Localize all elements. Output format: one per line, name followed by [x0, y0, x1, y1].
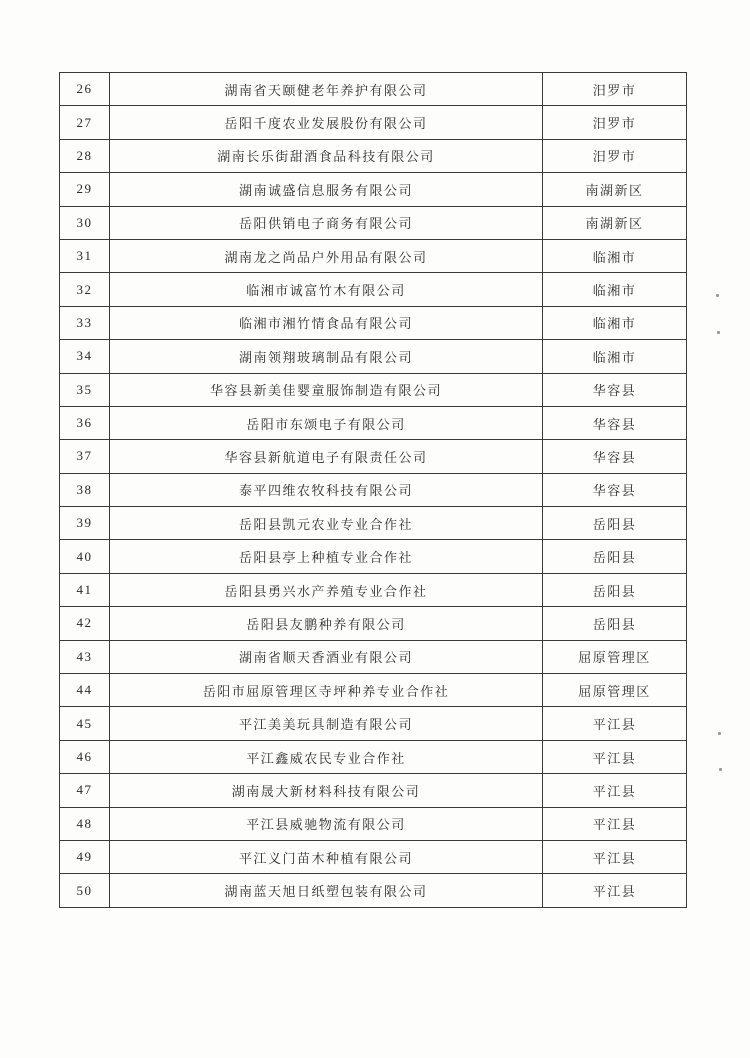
region-name: 临湘市	[543, 340, 687, 373]
row-number: 32	[60, 273, 110, 306]
table-row	[60, 740, 687, 773]
region-name: 汨罗市	[543, 139, 687, 172]
row-number: 33	[60, 306, 110, 339]
company-name: 平江鑫威农民专业合作社	[110, 740, 543, 773]
row-number: 43	[60, 640, 110, 673]
company-name: 岳阳县亭上种植专业合作社	[110, 540, 543, 573]
company-name: 临湘市诚富竹木有限公司	[110, 273, 543, 306]
table-row	[60, 507, 687, 540]
region-name: 屈原管理区	[543, 640, 687, 673]
region-name: 平江县	[543, 874, 687, 907]
region-name: 屈原管理区	[543, 674, 687, 707]
row-number: 34	[60, 340, 110, 373]
region-name: 汨罗市	[543, 73, 687, 106]
table-row	[60, 306, 687, 339]
table-row	[60, 707, 687, 740]
table-row	[60, 273, 687, 306]
row-number: 41	[60, 573, 110, 606]
region-name: 平江县	[543, 807, 687, 840]
row-number: 46	[60, 740, 110, 773]
row-number: 45	[60, 707, 110, 740]
table-row	[60, 573, 687, 606]
row-number: 42	[60, 607, 110, 640]
scan-speck	[717, 331, 720, 334]
company-name: 平江县威驰物流有限公司	[110, 807, 543, 840]
region-name: 临湘市	[543, 273, 687, 306]
table-row	[60, 173, 687, 206]
row-number: 35	[60, 373, 110, 406]
company-name: 泰平四维农牧科技有限公司	[110, 473, 543, 506]
company-name: 湖南省天颐健老年养护有限公司	[110, 73, 543, 106]
scan-speck	[718, 732, 721, 735]
region-name: 南湖新区	[543, 173, 687, 206]
row-number: 37	[60, 440, 110, 473]
table-row	[60, 73, 687, 106]
company-name: 湖南省顺天香酒业有限公司	[110, 640, 543, 673]
region-name: 华容县	[543, 473, 687, 506]
region-name: 平江县	[543, 707, 687, 740]
table-row	[60, 840, 687, 873]
company-name: 岳阳市屈原管理区寺坪种养专业合作社	[110, 674, 543, 707]
region-name: 岳阳县	[543, 540, 687, 573]
region-name: 平江县	[543, 740, 687, 773]
row-number: 31	[60, 239, 110, 272]
table-row	[60, 807, 687, 840]
region-name: 平江县	[543, 774, 687, 807]
table-row	[60, 774, 687, 807]
region-name: 岳阳县	[543, 607, 687, 640]
company-name: 湖南长乐街甜酒食品科技有限公司	[110, 139, 543, 172]
company-name: 临湘市湘竹情食品有限公司	[110, 306, 543, 339]
row-number: 28	[60, 139, 110, 172]
company-name: 湖南蓝天旭日纸塑包装有限公司	[110, 874, 543, 907]
company-name: 岳阳供销电子商务有限公司	[110, 206, 543, 239]
company-name: 岳阳千度农业发展股份有限公司	[110, 106, 543, 139]
company-name: 华容县新美佳婴童服饰制造有限公司	[110, 373, 543, 406]
row-number: 29	[60, 173, 110, 206]
company-name: 湖南晟大新材料科技有限公司	[110, 774, 543, 807]
company-name: 岳阳县友鹏种养有限公司	[110, 607, 543, 640]
company-name: 湖南诚盛信息服务有限公司	[110, 173, 543, 206]
row-number: 27	[60, 106, 110, 139]
region-name: 华容县	[543, 406, 687, 439]
region-name: 岳阳县	[543, 507, 687, 540]
scan-speck	[716, 294, 719, 297]
row-number: 49	[60, 840, 110, 873]
row-number: 47	[60, 774, 110, 807]
table-row	[60, 373, 687, 406]
company-name: 平江美美玩具制造有限公司	[110, 707, 543, 740]
region-name: 平江县	[543, 840, 687, 873]
row-number: 40	[60, 540, 110, 573]
region-name: 临湘市	[543, 306, 687, 339]
company-name: 湖南领翔玻璃制品有限公司	[110, 340, 543, 373]
company-name: 平江义门苗木种植有限公司	[110, 840, 543, 873]
company-name: 岳阳市东颂电子有限公司	[110, 406, 543, 439]
table-row	[60, 607, 687, 640]
row-number: 48	[60, 807, 110, 840]
table-row	[60, 874, 687, 907]
row-number: 38	[60, 473, 110, 506]
region-name: 南湖新区	[543, 206, 687, 239]
region-name: 华容县	[543, 373, 687, 406]
region-name: 华容县	[543, 440, 687, 473]
row-number: 36	[60, 406, 110, 439]
region-name: 岳阳县	[543, 573, 687, 606]
table-row	[60, 674, 687, 707]
row-number: 39	[60, 507, 110, 540]
table-row	[60, 540, 687, 573]
table-row	[60, 106, 687, 139]
company-name: 岳阳县凯元农业专业合作社	[110, 507, 543, 540]
region-name: 汨罗市	[543, 106, 687, 139]
region-name: 临湘市	[543, 239, 687, 272]
table-row	[60, 239, 687, 272]
row-number: 50	[60, 874, 110, 907]
company-name: 岳阳县勇兴水产养殖专业合作社	[110, 573, 543, 606]
table-row	[60, 640, 687, 673]
company-name: 湖南龙之尚品户外用品有限公司	[110, 239, 543, 272]
table-row	[60, 406, 687, 439]
row-number: 44	[60, 674, 110, 707]
scan-speck	[719, 768, 722, 771]
table-row	[60, 139, 687, 172]
table-row	[60, 206, 687, 239]
table-row	[60, 340, 687, 373]
company-table	[59, 72, 687, 908]
row-number: 30	[60, 206, 110, 239]
table-row	[60, 473, 687, 506]
company-table-body	[60, 73, 687, 908]
company-name: 华容县新航道电子有限责任公司	[110, 440, 543, 473]
table-row	[60, 440, 687, 473]
row-number: 26	[60, 73, 110, 106]
